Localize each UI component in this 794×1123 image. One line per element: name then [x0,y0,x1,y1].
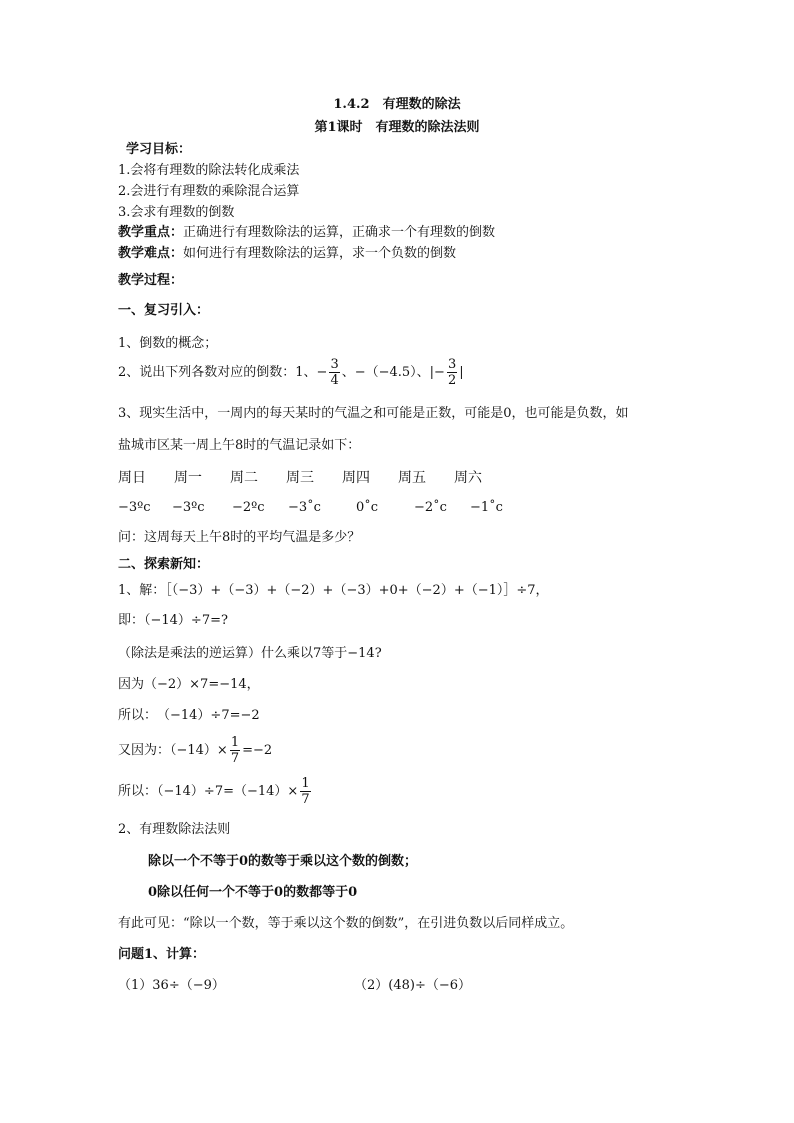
title-line-2: 第1课时 有理数的除法法则 [314,120,480,135]
fraction [300,776,310,807]
review-q2 [118,356,464,390]
temperature-cell: −3ºc [118,500,151,515]
goal-item: 3.会求有理数的倒数 [118,205,235,220]
goal-item: 2.会进行有理数的乘除混合运算 [118,184,300,199]
goal-item: 1.会将有理数的除法转化成乘法 [118,163,300,178]
temperature-cell: 0˚c [356,500,379,515]
key-point [118,224,495,242]
explore-because: 因为（−2）×7=−14， [118,677,260,692]
conclusion: 有此可见：“除以一个数，等于乘以这个数的倒数”，在引进负数以后同样成立。 [118,916,574,931]
weekday-cell: 周日 [118,470,146,486]
difficulty-text: 如何进行有理数除法的运算，求一个负数的倒数 [183,246,457,261]
weekday-cell: 周三 [286,470,314,486]
review-q2-prefix: 2、说出下列各数对应的倒数：1、− [118,365,328,380]
explore-also [118,734,272,768]
temperature-cell: −3ºc [172,500,205,515]
temperature-row [118,499,503,517]
fraction-numerator: 1 [230,735,240,750]
problem-item-1: （1）36÷（−9） [118,978,225,993]
rule-heading: 2、有理数除法法则 [118,822,231,837]
review-q1: 1、倒数的概念； [118,336,218,351]
title-line-1: 1.4.2 有理数的除法 [333,97,461,112]
temperature-cell: −2˚c [414,500,447,515]
temperature-cell: −2ºc [232,500,265,515]
process-heading: 教学过程： [118,273,184,288]
weekday-cell: 周四 [342,470,370,486]
weekday-cell: 周一 [174,470,202,486]
difficulty-label: 教学难点： [118,246,184,261]
explore-so-1: 所以： （−14）÷7=−2 [118,708,260,723]
explore-ie: 即：（−14）÷7=? [118,613,228,628]
explore-heading: 二、探索新知： [118,557,210,572]
fraction [230,735,240,766]
difficulty [118,245,456,263]
temperature-cell: −3˚c [288,500,321,515]
fraction-denominator: 7 [230,751,240,766]
key-point-label: 教学重点： [118,225,184,240]
rule-1: 除以一个不等于0的数等于乘以这个数的倒数； [148,854,418,869]
fraction [329,357,339,388]
fraction-denominator: 2 [447,373,457,388]
fraction-numerator: 3 [330,357,339,372]
explore-inverse: （除法是乘法的逆运算）什么乘以7等于−14? [118,646,382,661]
explore-so-2 [118,775,313,809]
weekday-row [118,469,510,487]
key-point-text: 正确进行有理数除法的运算，正确求一个有理数的倒数 [183,225,496,240]
fraction-denominator: 7 [301,792,310,807]
fraction [447,357,457,388]
fraction-denominator: 4 [330,373,339,388]
review-q2-middle: 、−（−4.5）、|− [341,365,445,380]
temperature-cell: −1˚c [470,500,503,515]
review-question: 问：这周每天上午8时的平均气温是多少？ [118,530,361,545]
weekday-cell: 周六 [454,470,482,486]
review-q3-line-1: 3、现实生活中，一周内的每天某时的气温之和可能是正数，可能是0，也可能是负数，如 [118,406,629,421]
goals-heading: 学习目标： [126,142,192,157]
weekday-cell: 周五 [398,470,426,486]
problem-heading: 问题1、计算： [118,947,206,962]
fraction-numerator: 3 [447,357,457,372]
explore-solve: 1、解：［（−3）+（−3）+（−2）+（−3）+0+（−2）+（−1）］÷7， [118,583,549,598]
review-heading: 一、复习引入： [118,303,210,318]
problem-item-2: （2）(48)÷（−6） [354,978,472,993]
explore-also-prefix: 又因为：（−14）× [118,743,228,758]
explore-so-2-prefix: 所以：（−14）÷7=（−14）× [118,784,299,799]
fraction-numerator: 1 [301,776,310,791]
weekday-cell: 周二 [230,470,258,486]
rule-2: 0除以任何一个不等于0的数都等于0 [148,885,358,900]
review-q3-line-2: 盐城市区某一周上午8时的气温记录如下： [118,438,361,453]
explore-also-suffix: =−2 [242,743,273,758]
review-q2-suffix: | [459,365,464,380]
